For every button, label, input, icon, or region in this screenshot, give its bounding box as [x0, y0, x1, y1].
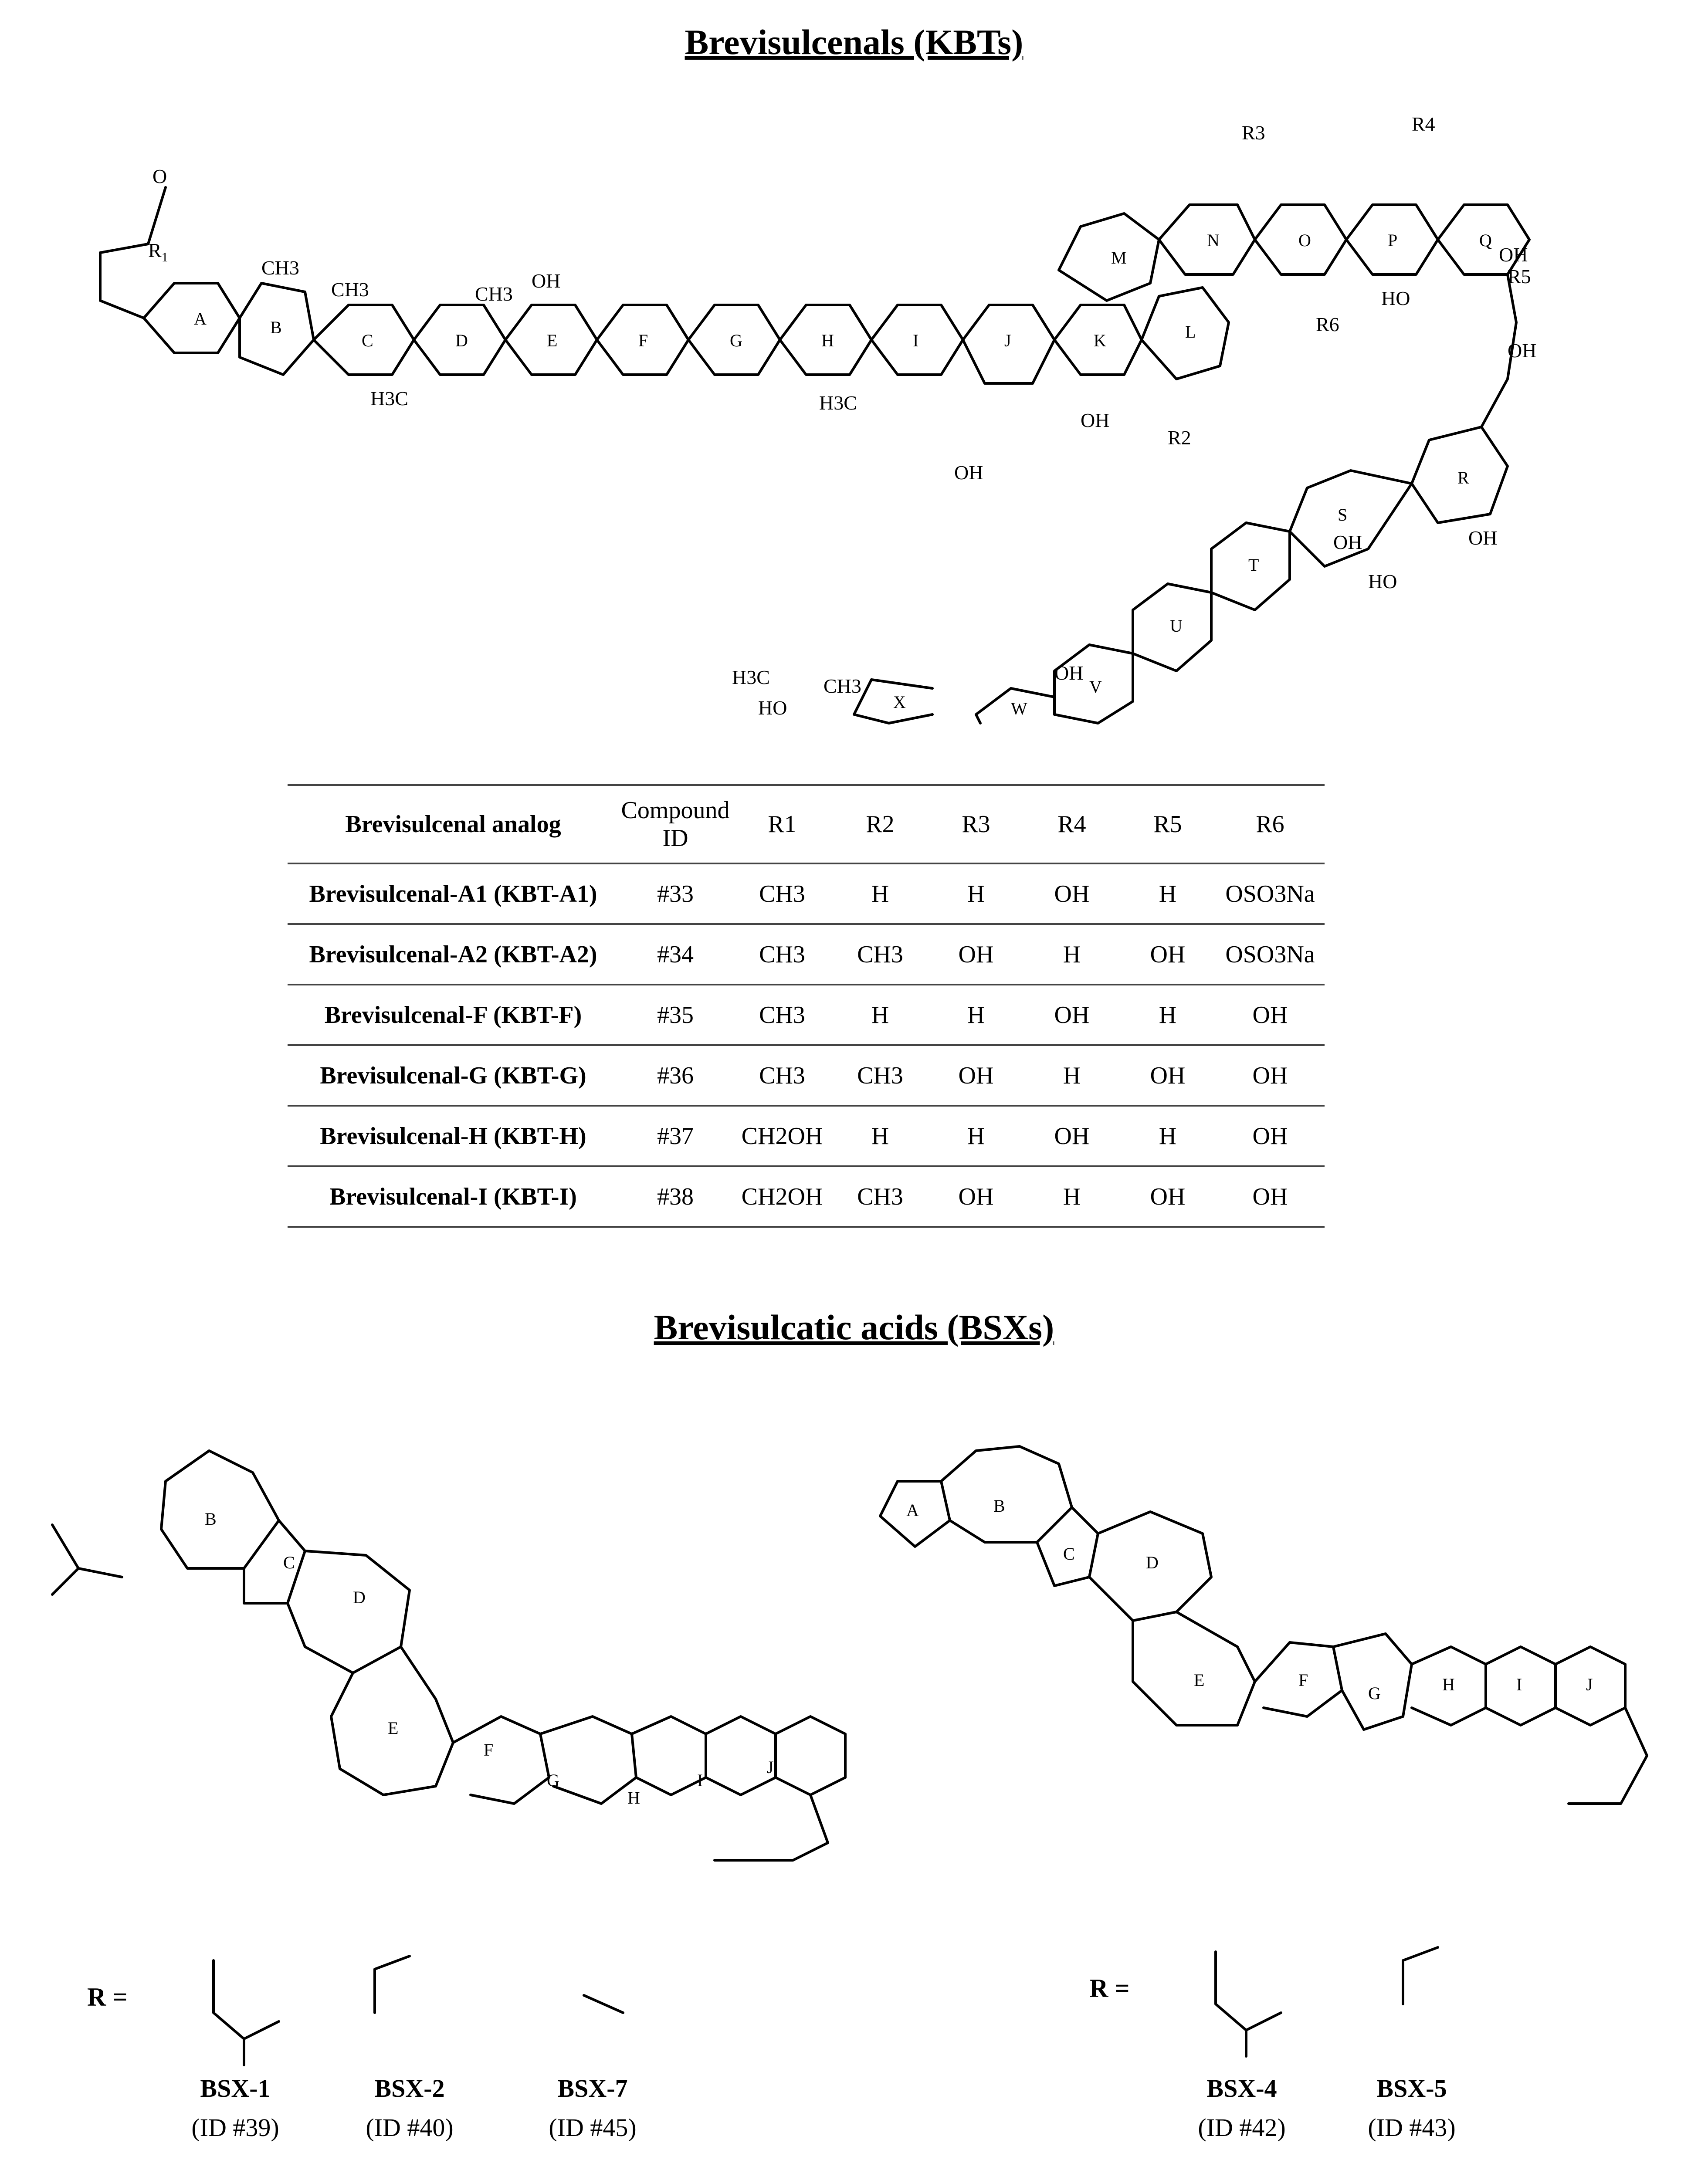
ring-label: F	[638, 331, 648, 350]
table-row	[288, 863, 1325, 924]
table-cell: #34	[619, 924, 732, 985]
table-cell: OSO3Na	[1216, 863, 1325, 924]
table-cell: CH3	[732, 1045, 832, 1106]
ring-label: P	[1388, 230, 1398, 250]
svg-text:H3C: H3C	[819, 392, 857, 414]
svg-text:OH: OH	[1054, 662, 1084, 684]
table-cell: Brevisulcenal-A1 (KBT-A1)	[288, 863, 619, 924]
svg-text:HO: HO	[758, 697, 787, 719]
column-header: R1	[732, 785, 832, 863]
ring-label: I	[913, 331, 919, 350]
kbt-section-title: Brevisulcenals (KBTs)	[685, 22, 1023, 62]
bsx-right-structure	[880, 1446, 1647, 1804]
r-substituent-label-left: R =	[87, 1983, 128, 2011]
ring-label: G	[730, 331, 742, 350]
table-cell: #33	[619, 863, 732, 924]
table-cell: CH3	[832, 1166, 928, 1227]
ring-label: G	[547, 1771, 559, 1790]
table-cell: OH	[1216, 1166, 1325, 1227]
table-cell: H	[928, 863, 1024, 924]
ring-label: B	[205, 1509, 217, 1529]
table-cell: H	[832, 863, 928, 924]
ring-label: G	[1368, 1683, 1381, 1703]
ring-label: C	[1063, 1544, 1075, 1564]
svg-text:OH: OH	[1508, 339, 1537, 362]
ring-label: I	[1516, 1675, 1522, 1694]
svg-text:R1: $R_1$	[148, 239, 168, 264]
compound-id: (ID #42)	[1198, 2113, 1286, 2142]
column-header: R3	[928, 785, 1024, 863]
table-cell: H	[832, 1106, 928, 1166]
svg-text:OH: OH	[1499, 244, 1528, 266]
ring-label: H	[821, 331, 834, 350]
table-row	[288, 924, 1325, 985]
svg-text:R4: R4	[1412, 113, 1435, 135]
column-header: Brevisulcenal analog	[288, 785, 619, 863]
table-cell: OH	[1120, 1166, 1216, 1227]
table-cell: H	[1120, 1106, 1216, 1166]
brevisulcenal-structure	[0, 96, 1708, 728]
column-header: R6	[1216, 785, 1325, 863]
table-cell: #35	[619, 985, 732, 1045]
ring-label: X	[893, 692, 906, 712]
table-cell: OH	[928, 1166, 1024, 1227]
table-cell: OH	[928, 924, 1024, 985]
svg-text:R2: R2	[1168, 427, 1191, 449]
table-cell: H	[928, 985, 1024, 1045]
table-cell: CH3	[732, 924, 832, 985]
table-cell: H	[832, 985, 928, 1045]
table-cell: Brevisulcenal-H (KBT-H)	[288, 1106, 619, 1166]
table-cell: H	[928, 1106, 1024, 1166]
table-cell: OH	[1024, 1106, 1120, 1166]
svg-text:HO: HO	[1381, 287, 1410, 309]
ring-label: E	[1194, 1670, 1205, 1690]
ring-label: J	[1004, 331, 1011, 350]
ring-label: V	[1089, 677, 1102, 697]
table-cell: #38	[619, 1166, 732, 1227]
compound-name: BSX-5	[1376, 2074, 1447, 2102]
compound-id: (ID #43)	[1368, 2113, 1456, 2142]
compound-name: BSX-4	[1206, 2074, 1277, 2102]
table-row	[288, 1166, 1325, 1227]
svg-text:OH: OH	[954, 461, 983, 484]
table-cell: CH3	[832, 1045, 928, 1106]
column-header: Compound ID	[619, 785, 732, 863]
compound-id: (ID #39)	[191, 2113, 279, 2142]
table-cell: Brevisulcenal-G (KBT-G)	[288, 1045, 619, 1106]
table-cell: OH	[1120, 1045, 1216, 1106]
table-cell: H	[1024, 1045, 1120, 1106]
table-cell: H	[1120, 985, 1216, 1045]
table-cell: CH2OH	[732, 1166, 832, 1227]
ring-label: M	[1111, 248, 1127, 267]
ring-label: H	[627, 1788, 640, 1808]
r-substituent-label-right: R =	[1089, 1974, 1130, 2003]
ring-label: W	[1011, 699, 1027, 718]
svg-text:HO: HO	[1368, 570, 1397, 592]
ring-label: A	[906, 1500, 919, 1520]
table-cell: OSO3Na	[1216, 924, 1325, 985]
svg-text:OH: OH	[1081, 409, 1110, 431]
ring-label: U	[1170, 616, 1183, 636]
svg-text:OH: OH	[532, 270, 561, 292]
ring-label: D	[353, 1588, 366, 1607]
r-group-structures-right	[1133, 1917, 1525, 2061]
table-cell: OH	[1024, 863, 1120, 924]
compound-name: BSX-2	[374, 2074, 445, 2102]
svg-text:OH: OH	[1468, 527, 1498, 549]
table-cell: OH	[1216, 1106, 1325, 1166]
table-cell: Brevisulcenal-F (KBT-F)	[288, 985, 619, 1045]
svg-text:H3C: H3C	[370, 387, 408, 410]
ring-label: D	[455, 331, 468, 350]
table-cell: Brevisulcenal-A2 (KBT-A2)	[288, 924, 619, 985]
svg-text:H3C: H3C	[732, 666, 770, 688]
compound-id: (ID #45)	[549, 2113, 637, 2142]
ring-label: L	[1185, 322, 1196, 342]
ring-label: F	[484, 1740, 494, 1760]
ring-label: C	[362, 331, 373, 350]
ring-label: A	[194, 309, 207, 328]
table-row	[288, 1106, 1325, 1166]
svg-text:R5: R5	[1508, 265, 1531, 288]
ring-label: I	[697, 1771, 703, 1790]
svg-text:OH: OH	[1333, 531, 1362, 553]
ring-label: K	[1094, 331, 1106, 350]
ring-label: N	[1207, 230, 1220, 250]
svg-text:CH3: CH3	[331, 278, 369, 301]
table-cell: H	[1120, 863, 1216, 924]
table-cell: CH3	[832, 924, 928, 985]
ring-label: Q	[1479, 230, 1492, 250]
svg-text:O: O	[152, 165, 167, 187]
brevisulcatic-acid-structures	[0, 1385, 1708, 1952]
table-row	[288, 985, 1325, 1045]
svg-text:R6: R6	[1316, 313, 1339, 335]
table-cell: Brevisulcenal-I (KBT-I)	[288, 1166, 619, 1227]
compound-name: BSX-1	[200, 2074, 271, 2102]
ring-label: H	[1442, 1675, 1455, 1694]
compound-id: (ID #40)	[366, 2113, 454, 2142]
table-cell: OH	[928, 1045, 1024, 1106]
ring-label: J	[1586, 1675, 1593, 1694]
ring-label: B	[270, 318, 282, 337]
svg-text:CH3: CH3	[475, 283, 513, 305]
ring-label: E	[388, 1718, 399, 1738]
table-cell: H	[1024, 1166, 1120, 1227]
table-cell: H	[1024, 924, 1120, 985]
table-cell: CH2OH	[732, 1106, 832, 1166]
ring-label: R	[1457, 468, 1469, 487]
ring-label: J	[767, 1757, 774, 1777]
ring-label: F	[1298, 1670, 1308, 1690]
svg-text:R3: R3	[1242, 122, 1265, 144]
ring-label: C	[283, 1553, 295, 1572]
column-header: R4	[1024, 785, 1120, 863]
brevisulcenal-analog-table	[288, 784, 1325, 1228]
table-cell: OH	[1024, 985, 1120, 1045]
r-group-structures-left	[0, 1926, 697, 2069]
table-cell: OH	[1216, 1045, 1325, 1106]
table-header-row	[288, 785, 1325, 863]
ring-label: T	[1248, 555, 1259, 575]
svg-text:CH3: CH3	[824, 675, 861, 697]
bsx-section-title: Brevisulcatic acids (BSXs)	[654, 1307, 1054, 1347]
column-header: R2	[832, 785, 928, 863]
bsx-left-structure	[52, 1451, 845, 1860]
table-cell: OH	[1216, 985, 1325, 1045]
ring-label: E	[547, 331, 558, 350]
svg-text:CH3: CH3	[261, 257, 299, 279]
ring-label: O	[1298, 230, 1311, 250]
ring-label: S	[1338, 505, 1348, 525]
table-cell: CH3	[732, 985, 832, 1045]
column-header: R5	[1120, 785, 1216, 863]
ring-label: D	[1146, 1553, 1159, 1572]
table-row	[288, 1045, 1325, 1106]
ring-label: B	[993, 1496, 1005, 1516]
table-cell: CH3	[732, 863, 832, 924]
table-cell: #37	[619, 1106, 732, 1166]
compound-name: BSX-7	[557, 2074, 628, 2102]
table-cell: #36	[619, 1045, 732, 1106]
table-cell: OH	[1120, 924, 1216, 985]
